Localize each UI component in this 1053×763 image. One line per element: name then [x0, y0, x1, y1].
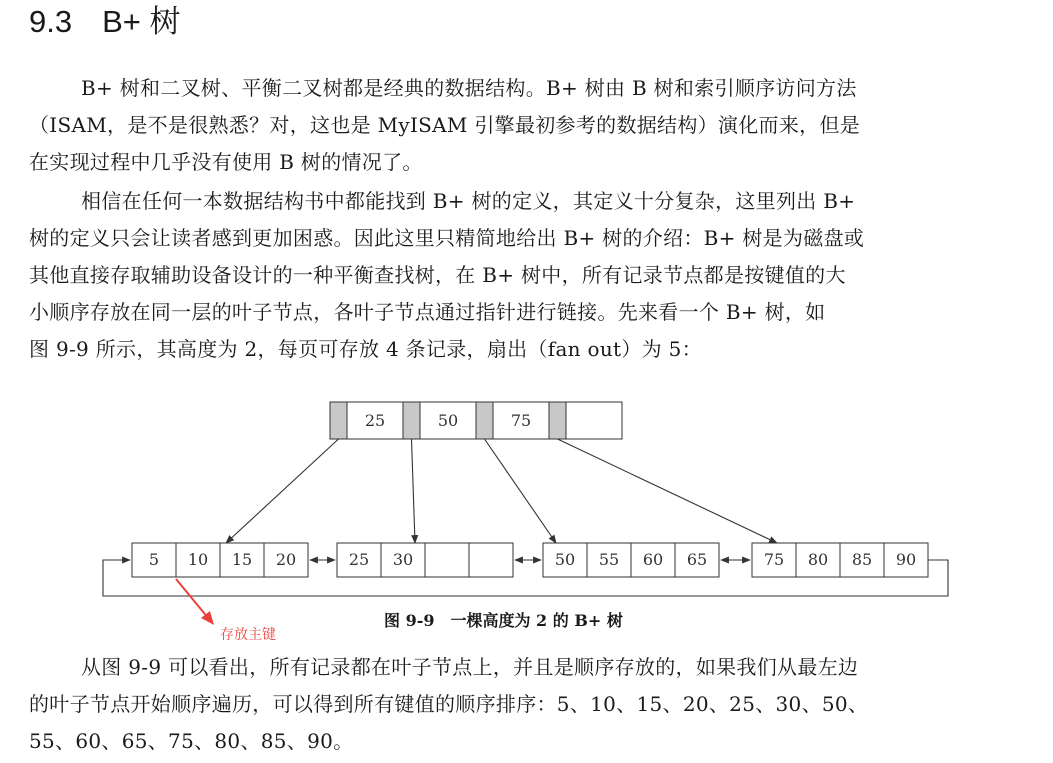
text-line: 55、60、65、75、80、85、90。 — [29, 729, 354, 753]
leaf-key: 55 — [598, 550, 620, 569]
root-pointer-slot — [549, 402, 566, 439]
text-line: （ISAM，是不是很熟悉？对，这也是 MyISAM 引擎最初参考的数据结构）演化而来，但是 — [29, 113, 861, 137]
paragraph-bplus-intro — [29, 70, 1029, 181]
root-pointer-slot — [476, 402, 493, 439]
figure-caption: 图 9-9 一棵高度为 2 的 B+ 树 — [384, 611, 623, 630]
text-line: 小顺序存放在同一层的叶子节点，各叶子节点通过指针进行链接。先来看一个 B+ 树，如 — [29, 300, 826, 324]
leaf-key: 65 — [686, 550, 708, 569]
child-pointer-arrow — [558, 439, 778, 543]
bplus-tree-figure — [0, 395, 1053, 645]
paragraph-bplus-definition — [29, 183, 1029, 368]
leaf-key: 60 — [642, 550, 664, 569]
text-line: 图 9-9 所示，其高度为 2，每页可存放 4 条记录，扇出（fan out）为 5： — [29, 337, 702, 361]
child-pointer-arrow — [226, 439, 339, 543]
child-pointer-arrow — [412, 439, 416, 543]
leaf-key: 50 — [554, 550, 576, 569]
leaf-key: 5 — [148, 550, 160, 569]
root-key: 75 — [510, 411, 532, 430]
text-line: 其他直接存取辅助设备设计的一种平衡查找树，在 B+ 树中，所有记录节点都是按键值的大 — [29, 263, 846, 287]
leaf-key: 25 — [348, 550, 370, 569]
leaf-key: 80 — [807, 550, 829, 569]
text-line: 相信在任何一本数据结构书中都能找到 B+ 树的定义，其定义十分复杂，这里列出 B+ — [81, 189, 856, 213]
root-pointer-slot — [403, 402, 420, 439]
leaf-key: 85 — [851, 550, 873, 569]
leaf-key: 90 — [895, 550, 917, 569]
root-key: 50 — [437, 411, 459, 430]
section-heading — [29, 2, 181, 42]
leaf-key-cell — [425, 543, 469, 577]
text-line: 树的定义只会让读者感到更加困惑。因此这里只精简地给出 B+ 树的介绍：B+ 树是为磁盘或 — [29, 226, 865, 250]
annotation-arrow-shaft — [176, 579, 209, 619]
leaf-key: 75 — [763, 550, 785, 569]
section-number: 9.3 — [29, 4, 73, 39]
child-pointer-arrow — [485, 439, 557, 543]
paragraph-leaf-traversal — [29, 649, 1029, 760]
text-line: 的叶子节点开始顺序遍历，可以得到所有键值的顺序排序：5、10、15、20、25、30、50、 — [29, 692, 869, 716]
leaf-key: 10 — [187, 550, 209, 569]
root-key: 25 — [364, 411, 386, 430]
primary-key-annotation: 存放主键 — [220, 627, 276, 643]
leaf-key: 15 — [231, 550, 253, 569]
leaf-key-cell — [469, 543, 513, 577]
text-line: B+ 树和二叉树、平衡二叉树都是经典的数据结构。B+ 树由 B 树和索引顺序访问方法 — [81, 76, 857, 100]
section-title: B+ 树 — [102, 4, 181, 39]
root-pointer-slot — [330, 402, 347, 439]
root-key-cell — [566, 402, 622, 439]
text-line: 从图 9-9 可以看出，所有记录都在叶子节点上，并且是顺序存放的，如果我们从最左边 — [81, 655, 859, 679]
leaf-key: 30 — [392, 550, 414, 569]
text-line: 在实现过程中几乎没有使用 B 树的情况了。 — [29, 150, 423, 174]
leaf-key: 20 — [275, 550, 297, 569]
